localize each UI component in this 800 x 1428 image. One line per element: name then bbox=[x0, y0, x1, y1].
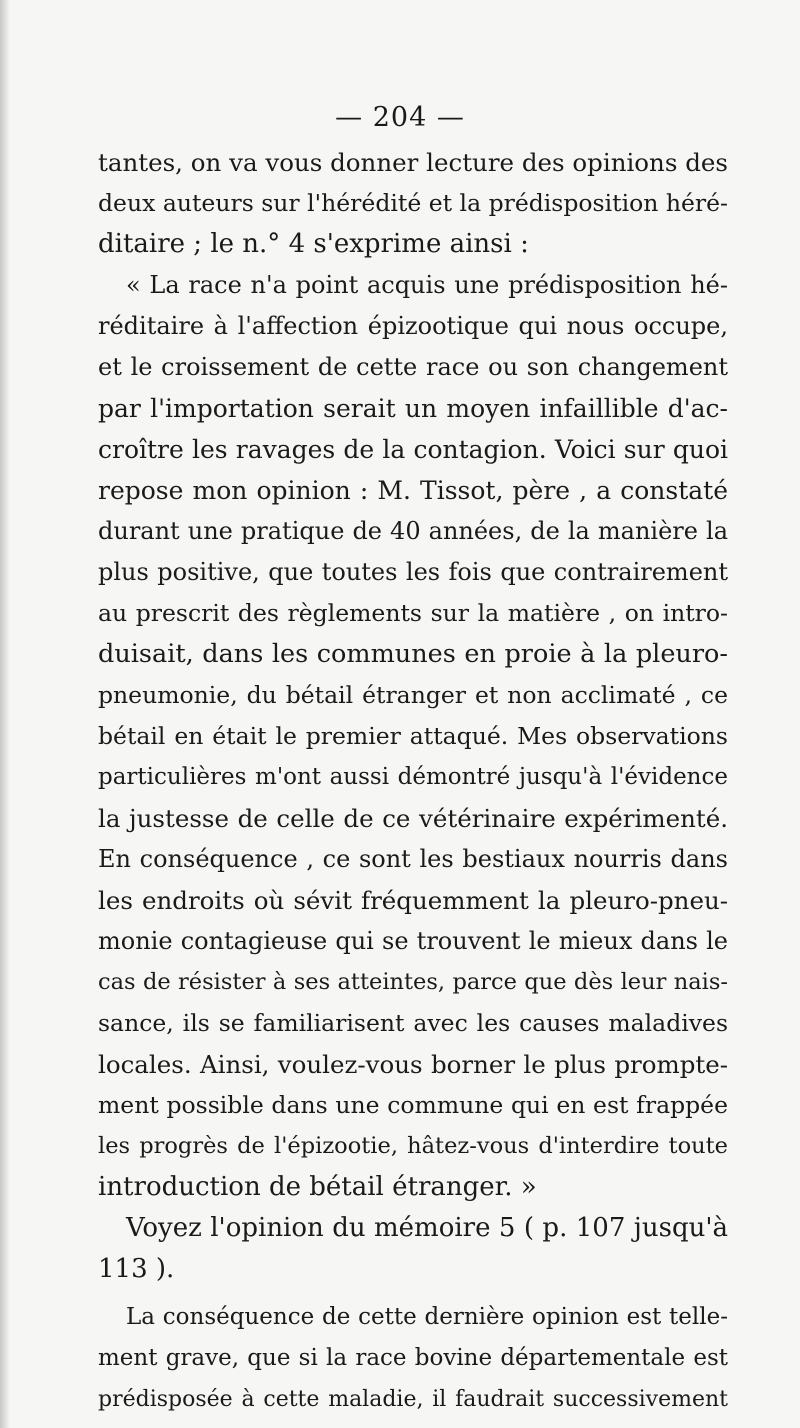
text-line: La conséquence de cette dernière opinion est telle- bbox=[126, 1304, 728, 1330]
text-line: et le croissement de cette race ou son changement bbox=[98, 353, 728, 381]
text-line: deux auteurs sur l'hérédité et la prédisposition héré- bbox=[98, 189, 728, 217]
text-line: « La race n'a point acquis une prédisposition hé- bbox=[126, 271, 728, 299]
text-line: sance, ils se familiarisent avec les causes maladives bbox=[98, 1009, 728, 1037]
text-line: prédisposée à cette maladie, il faudrait successivement bbox=[98, 1387, 728, 1412]
text-line: tantes, on va vous donner lecture des opinions des bbox=[98, 148, 728, 177]
text-line: cas de résister à ses atteintes, parce que dès leur nais- bbox=[98, 969, 728, 995]
text-line: introduction de bétail étranger. » bbox=[98, 1172, 537, 1202]
text-line: au prescrit des règlements sur la matière , on intro- bbox=[98, 599, 728, 627]
text-line: monie contagieuse qui se trouvent le mieux dans le bbox=[98, 927, 728, 955]
text-line: 113 ). bbox=[98, 1254, 175, 1284]
text-line: croître les ravages de la contagion. Voici sur quoi bbox=[98, 435, 728, 464]
page-number: — 204 — bbox=[335, 102, 465, 133]
text-line: ditaire ; le n.° 4 s'exprime ainsi : bbox=[98, 229, 529, 259]
text-line: ment possible dans une commune qui en est frappée bbox=[98, 1091, 728, 1119]
text-line: réditaire à l'affection épizootique qui nous occupe, bbox=[98, 312, 728, 340]
text-line: repose mon opinion : M. Tissot, père , a constaté bbox=[98, 476, 728, 505]
text-line: les progrès de l'épizootie, hâtez-vous d'interdire toute bbox=[98, 1133, 728, 1159]
text-line: Voyez l'opinion du mémoire 5 ( p. 107 jusqu'à bbox=[126, 1213, 728, 1243]
text-line: bétail en était le premier attaqué. Mes observations bbox=[98, 722, 728, 750]
text-line: les endroits où sévit fréquemment la pleuro-pneu- bbox=[98, 886, 728, 915]
text-line: pneumonie, du bétail étranger et non acclimaté , ce bbox=[98, 681, 728, 709]
text-line: par l'importation serait un moyen infaillible d'ac- bbox=[98, 394, 728, 423]
text-line: plus positive, que toutes les fois que contrairement bbox=[98, 558, 728, 586]
text-line: En conséquence , ce sont les bestiaux nourris dans bbox=[98, 845, 728, 873]
text-line: locales. Ainsi, voulez-vous borner le plus prompte- bbox=[98, 1050, 728, 1079]
text-line: durant une pratique de 40 années, de la manière la bbox=[98, 517, 728, 545]
text-line: ment grave, que si la race bovine départementale est bbox=[98, 1345, 728, 1371]
body-text bbox=[0, 142, 800, 1420]
text-line: duisait, dans les communes en proie à la pleuro- bbox=[98, 639, 728, 669]
text-line: particulières m'ont aussi démontré jusqu'à l'évidence bbox=[98, 764, 728, 790]
text-line: la justesse de celle de ce vétérinaire expérimenté. bbox=[98, 804, 728, 833]
